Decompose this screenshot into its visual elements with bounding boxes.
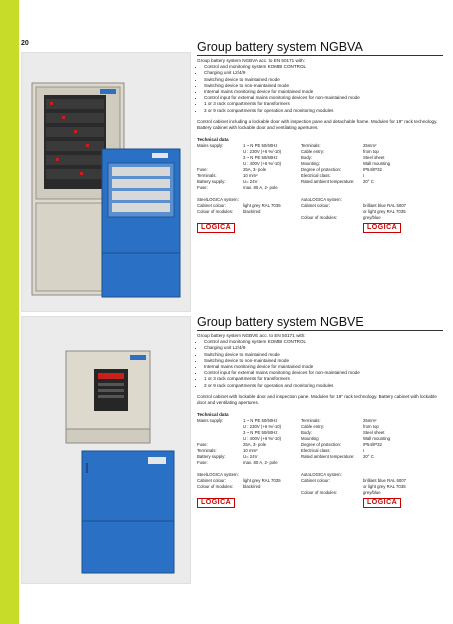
spec-value: Wall mounting xyxy=(363,160,391,166)
section-ngbva xyxy=(197,40,443,285)
section-title: Group battery system NGBVA xyxy=(197,40,363,54)
spec-value: 25mm² xyxy=(363,418,377,424)
spec-value: 20° C xyxy=(363,453,374,459)
list-item: • Charging unit L2/4/9 xyxy=(204,70,443,76)
logica-logo: LOGICA xyxy=(197,498,235,508)
spec-value: IP54/IP32 xyxy=(363,441,382,447)
feature-list xyxy=(197,339,443,389)
spec-label: Terminals: xyxy=(197,172,217,178)
technical-data-heading: Technical data xyxy=(197,137,229,143)
spec-label: Battery supply: xyxy=(197,453,226,459)
spec-value: Steel sheet xyxy=(363,430,385,436)
spec-value: Wall mounting xyxy=(363,435,391,441)
spec-value: or light grey RAL 7035 xyxy=(363,484,406,490)
spec-value: 1 ~ N PE 50/60Hz xyxy=(243,143,278,149)
spec-value: 3 ~ N PE 50/60Hz xyxy=(243,155,278,161)
spec-value: black/red xyxy=(243,209,261,215)
spec-value: 20° C xyxy=(363,178,374,184)
spec-value: grey/blue xyxy=(363,489,381,495)
spec-label: Cabinet colour: xyxy=(301,478,330,484)
spec-value: from top xyxy=(363,149,379,155)
spec-label: Cabinet colour: xyxy=(197,478,226,484)
spec-label: Colour of modules: xyxy=(301,489,338,495)
spec-value: 10 mm² xyxy=(243,447,258,453)
spec-label: Colour of modules: xyxy=(197,484,234,490)
section-title: Group battery system NGBVE xyxy=(197,315,364,329)
logica-logo: LOGICA xyxy=(363,498,401,508)
spec-label: Degree of protection: xyxy=(301,166,342,172)
list-item: • Switching device to non-maintained mode xyxy=(204,358,443,364)
technical-data-table xyxy=(197,418,443,560)
spec-label: Cable entry: xyxy=(301,149,325,155)
list-item: • 3 or 9 rack compartments for operation and monitoring modules xyxy=(204,108,443,114)
spec-value: brilliant blue RAL 5007 xyxy=(363,478,407,484)
spec-value: U : 400V (+6 %/-10) xyxy=(243,435,282,441)
spec-value: max. 80 A, 2- pole xyxy=(243,459,278,465)
spec-label: Battery supply: xyxy=(197,178,226,184)
title-rule xyxy=(197,330,443,331)
spec-value: U : 400V (+6 %/-10) xyxy=(243,160,282,166)
list-item: • Switching device to maintained mode xyxy=(204,77,443,83)
spec-label: Rated ambient temperature: xyxy=(301,178,355,184)
spec-label: Fuse: xyxy=(197,441,208,447)
list-item: • 3 or 9 rack compartments for operation and monitoring modules xyxy=(204,383,443,389)
spec-label: Cable entry: xyxy=(301,424,325,430)
product-photo-ngbve xyxy=(21,316,191,584)
spec-value: U : 230V (+6 %/-10) xyxy=(243,149,282,155)
list-item: • Control and monitoring system KOMBI CONTROL xyxy=(204,64,443,70)
spec-label: Mounting xyxy=(301,435,319,441)
list-item: • Control input for external mains monitoring devices for non-maintained mode xyxy=(204,95,443,101)
list-item: • Internal mains monitoring device for maintained mode xyxy=(204,89,443,95)
spec-label: Body: xyxy=(301,430,312,436)
spec-value: 10 mm² xyxy=(243,172,258,178)
list-item: • Charging unit L2/4/9 xyxy=(204,345,443,351)
spec-label: Terminals: xyxy=(301,418,321,424)
spec-value: 25A, 3- pole xyxy=(243,441,267,447)
spec-label: Degree of protection: xyxy=(301,441,342,447)
spec-label: Mains supply: xyxy=(197,418,224,424)
spec-value: black/red xyxy=(243,484,261,490)
steel-heading: SteelLOGICA system: xyxy=(197,197,239,203)
spec-value: I xyxy=(363,172,365,178)
auto-heading: AutoLOGICA system: xyxy=(301,197,342,203)
list-item: • 1 or 3 rack compartments for transformers xyxy=(204,376,443,382)
list-item: • Switching device to maintained mode xyxy=(204,352,443,358)
list-item: • Control and monitoring system KOMBI CONTROL xyxy=(204,339,443,345)
green-margin-bar xyxy=(0,0,19,624)
spec-value: max. 80 A, 2- pole xyxy=(243,184,278,190)
feature-list xyxy=(197,64,443,114)
spec-value: 25mm² xyxy=(363,143,377,149)
list-item: • Switching device to non-maintained mode xyxy=(204,83,443,89)
spec-value: Steel sheet xyxy=(363,155,385,161)
list-item: • Internal mains monitoring device for maintained mode xyxy=(204,364,443,370)
spec-label: Rated ambient temperature: xyxy=(301,453,355,459)
ngbve-cabinet-illustration xyxy=(22,317,190,583)
spec-value: I xyxy=(363,447,365,453)
spec-value: or light grey RAL 7035 xyxy=(363,209,406,215)
ngbva-cabinet-illustration xyxy=(22,53,190,311)
title-rule xyxy=(197,55,443,56)
spec-value: U= 24V xyxy=(243,453,258,459)
spec-value: from top xyxy=(363,424,379,430)
spec-value: IP54/IP32 xyxy=(363,166,382,172)
auto-heading: AutoLOGICA system: xyxy=(301,472,342,478)
spec-label: Fuse: xyxy=(197,184,208,190)
spec-label: Cabinet colour: xyxy=(301,203,330,209)
spec-value: U : 230V (+6 %/-10) xyxy=(243,424,282,430)
logica-logo: LOGICA xyxy=(197,223,235,233)
spec-value: light grey RAL 7035 xyxy=(243,203,281,209)
spec-label: Mains supply: xyxy=(197,143,224,149)
description-paragraph: Control cabinet including a lockable door with inspection pane and detachable frame. Modules for 19" rack technology. Battery cabinet with lockable door and ventilating apertures. xyxy=(197,118,438,131)
spec-label: Colour of modules: xyxy=(197,209,234,215)
page-number: 20 xyxy=(21,40,29,47)
technical-data-heading: Technical data xyxy=(197,412,229,418)
spec-label: Colour of modules: xyxy=(301,214,338,220)
spec-value: grey/blue xyxy=(363,214,381,220)
spec-value: U= 24V xyxy=(243,178,258,184)
list-item: • Control input for external mains monitoring devices for non-maintained mode xyxy=(204,370,443,376)
spec-label: Cabinet colour: xyxy=(197,203,226,209)
spec-label: Electrical class: xyxy=(301,172,331,178)
description-paragraph: Control cabinet with lockable door and inspection pane. Modules for 19" rack technology. Battery cabinet with lockable door and ventilating apertures. xyxy=(197,393,437,406)
spec-value: light grey RAL 7035 xyxy=(243,478,281,484)
spec-label: Terminals: xyxy=(301,143,321,149)
spec-label: Fuse: xyxy=(197,166,208,172)
spec-label: Terminals: xyxy=(197,447,217,453)
spec-label: Body: xyxy=(301,155,312,161)
section-ngbve xyxy=(197,315,443,560)
product-photo-ngbva xyxy=(21,52,191,312)
list-item: • 1 or 3 rack compartments for transformers xyxy=(204,101,443,107)
spec-value: 25A, 3- pole xyxy=(243,166,267,172)
spec-label: Mounting: xyxy=(301,160,320,166)
spec-label: Electrical class: xyxy=(301,447,331,453)
spec-value: brilliant blue RAL 5007 xyxy=(363,203,407,209)
steel-heading: SteelLOGICA system: xyxy=(197,472,239,478)
spec-value: 3 ~ N PE 50/60Hz xyxy=(243,430,278,436)
intro-text: Group battery system NGBVA acc. to EN 50171 with: xyxy=(197,58,305,63)
technical-data-table xyxy=(197,143,443,285)
intro-text: Group battery system NGBVE acc. to EN 50171 with: xyxy=(197,333,306,338)
spec-value: 1 ~ N PE 50/60Hz xyxy=(243,418,278,424)
spec-label: Fuse: xyxy=(197,459,208,465)
logica-logo: LOGICA xyxy=(363,223,401,233)
